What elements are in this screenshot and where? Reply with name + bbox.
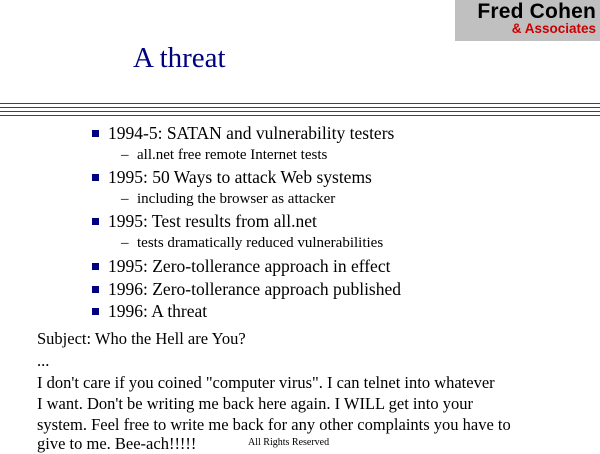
message-line: I want. Don't be writing me back here again. I WILL get into your	[37, 394, 473, 413]
message-line: ...	[37, 351, 50, 370]
bullet-text: 1996: A threat	[108, 301, 208, 321]
message-line: give to me. Bee-ach!!!!!	[37, 434, 197, 453]
bullet-item	[92, 279, 401, 299]
dash-icon: –	[121, 191, 129, 207]
logo-subtitle: & Associates	[511, 21, 596, 36]
bullet-text: 1995: Test results from all.net	[108, 211, 317, 231]
dash-icon: –	[121, 235, 129, 251]
bullet-square-icon	[92, 218, 99, 225]
bullet-text: 1995: 50 Ways to attack Web systems	[108, 167, 372, 187]
slide-title: A threat	[133, 42, 226, 74]
bullet-square-icon	[92, 286, 99, 293]
bullet-square-icon	[92, 263, 99, 270]
logo-name: Fred Cohen	[477, 0, 596, 23]
sub-bullet-item	[121, 234, 383, 252]
bullet-item	[92, 123, 394, 143]
bullet-square-icon	[92, 130, 99, 137]
bullet-square-icon	[92, 174, 99, 181]
bullet-text: 1995: Zero-tollerance approach in effect	[108, 256, 391, 276]
bullet-item	[92, 167, 372, 187]
copyright-footer: All Rights Reserved	[248, 437, 330, 448]
title-rule-2	[0, 107, 600, 108]
bullet-text: 1996: Zero-tollerance approach published	[108, 279, 402, 299]
company-logo	[455, 0, 600, 41]
sub-bullet-text: including the browser as attacker	[137, 191, 336, 207]
bullet-square-icon	[92, 308, 99, 315]
dash-icon: –	[121, 147, 129, 163]
bullet-item	[92, 256, 390, 276]
sub-bullet-text: tests dramatically reduced vulnerabilities	[137, 235, 384, 251]
title-rule-1	[0, 103, 600, 104]
sub-bullet-item	[121, 146, 327, 164]
bullet-item	[92, 301, 207, 321]
message-line: system. Feel free to write me back for any other complaints you have to	[37, 415, 511, 434]
bullet-item	[92, 211, 317, 231]
sub-bullet-item	[121, 190, 335, 208]
message-line: Subject: Who the Hell are You?	[37, 329, 246, 348]
message-line: I don't care if you coined "computer virus". I can telnet into whatever	[37, 373, 495, 392]
title-rule-3	[0, 111, 600, 112]
title-rule-4	[0, 115, 600, 116]
bullet-text: 1994-5: SATAN and vulnerability testers	[108, 123, 395, 143]
sub-bullet-text: all.net free remote Internet tests	[137, 147, 328, 163]
